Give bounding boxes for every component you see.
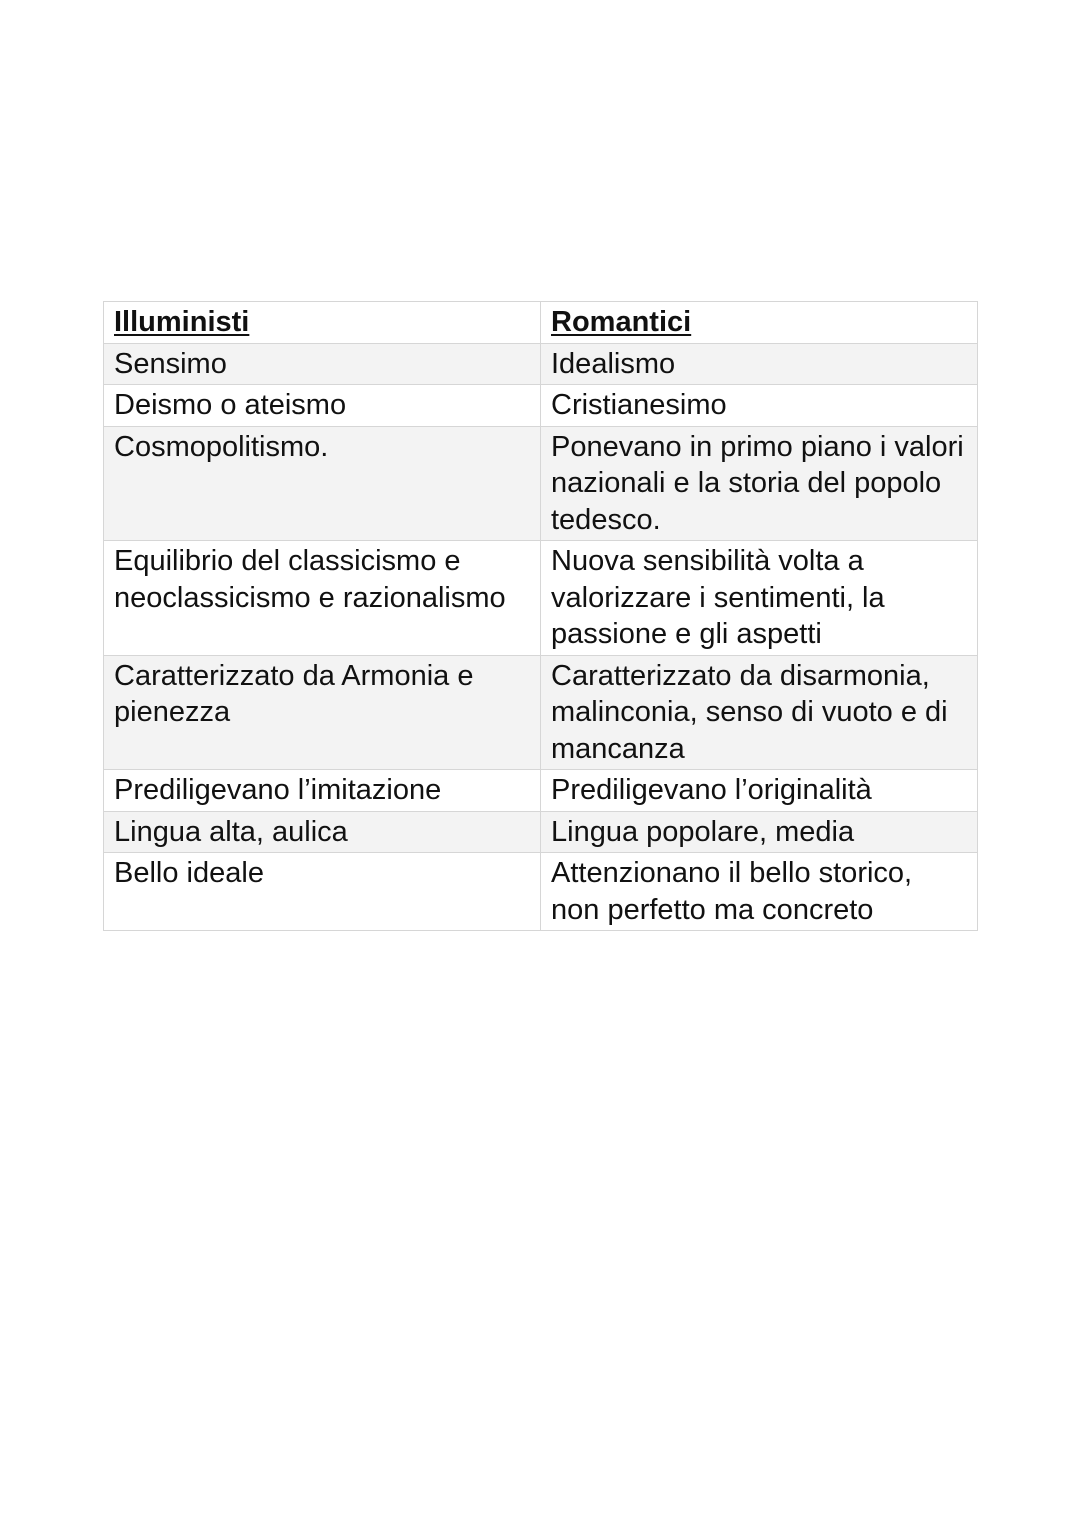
cell-illuministi: Lingua alta, aulica <box>104 811 541 853</box>
cell-romantici: Idealismo <box>541 343 978 385</box>
table-row <box>104 385 978 427</box>
cell-romantici: Attenzionano il bello storico, non perfetto ma concreto <box>541 853 978 931</box>
cell-illuministi: Bello ideale <box>104 853 541 931</box>
header-illuministi: Illuministi <box>104 302 541 344</box>
table-row <box>104 343 978 385</box>
cell-illuministi: Deismo o ateismo <box>104 385 541 427</box>
table-row <box>104 811 978 853</box>
cell-illuministi: Sensimo <box>104 343 541 385</box>
cell-romantici: Cristianesimo <box>541 385 978 427</box>
table-row <box>104 770 978 812</box>
cell-romantici: Nuova sensibilità volta a valorizzare i sentimenti, la passione e gli aspetti <box>541 541 978 656</box>
cell-illuministi: Cosmopolitismo. <box>104 426 541 541</box>
header-romantici: Romantici <box>541 302 978 344</box>
cell-illuministi: Prediligevano l’imitazione <box>104 770 541 812</box>
comparison-table <box>103 301 978 931</box>
cell-illuministi: Equilibrio del classicismo e neoclassicismo e razionalismo <box>104 541 541 656</box>
table-row <box>104 426 978 541</box>
cell-romantici: Lingua popolare, media <box>541 811 978 853</box>
table-header-row <box>104 302 978 344</box>
cell-romantici: Prediligevano l’originalità <box>541 770 978 812</box>
cell-romantici: Caratterizzato da disarmonia, malinconia, senso di vuoto e di mancanza <box>541 655 978 770</box>
cell-romantici: Ponevano in primo piano i valori nazionali e la storia del popolo tedesco. <box>541 426 978 541</box>
cell-illuministi: Caratterizzato da Armonia e pienezza <box>104 655 541 770</box>
table-row <box>104 853 978 931</box>
table-row <box>104 541 978 656</box>
table-row <box>104 655 978 770</box>
